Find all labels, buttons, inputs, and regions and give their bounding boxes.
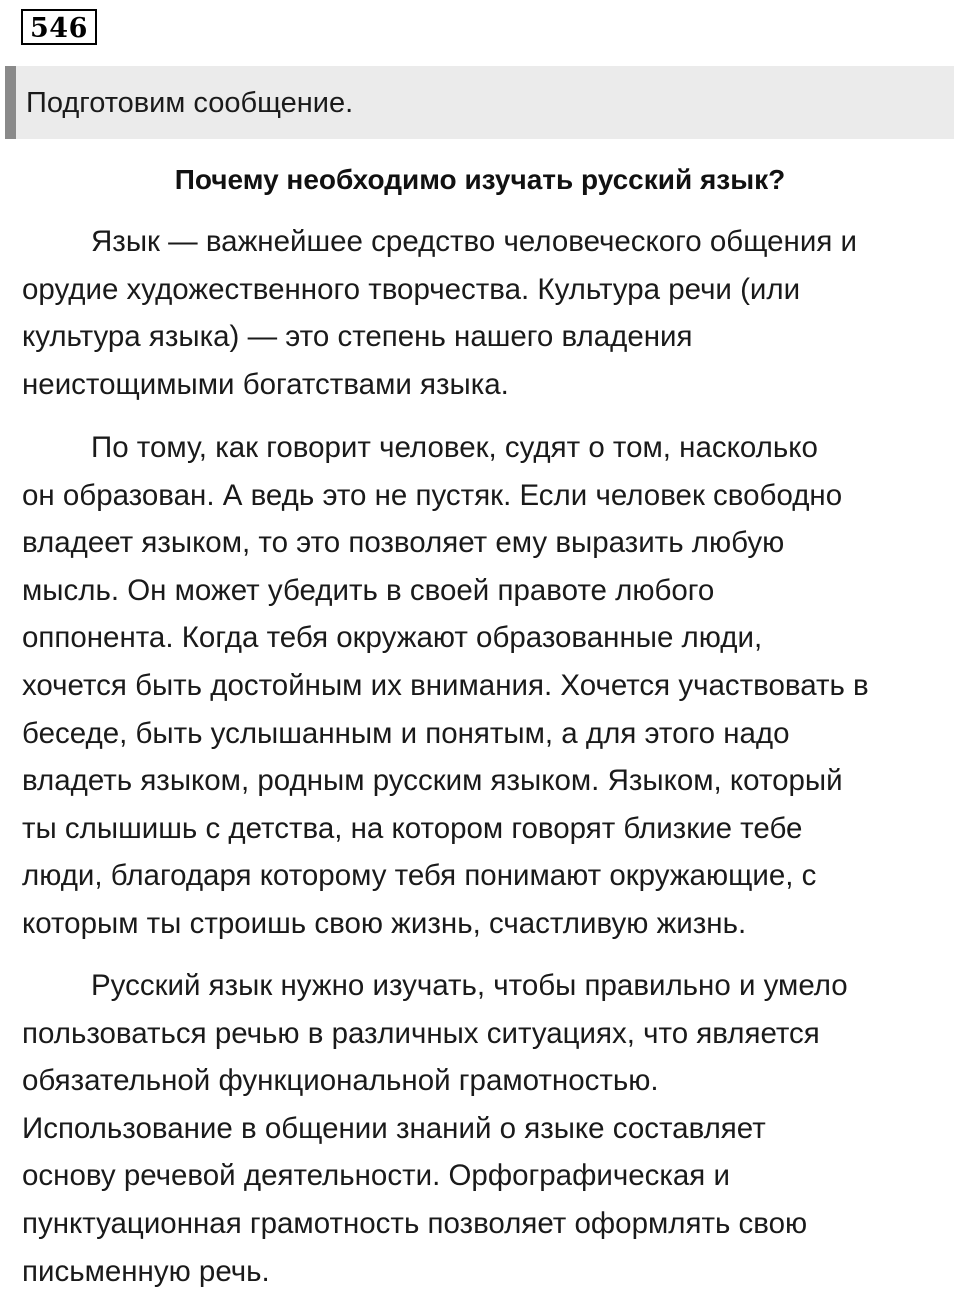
paragraph-line: владеть языком, родным русским языком. Языком, который <box>22 764 843 798</box>
paragraph-3 <box>22 962 952 1295</box>
paragraph-line: пунктуационная грамотность позволяет оформлять свою <box>22 1206 808 1240</box>
paragraph-line: пользоваться речью в различных ситуациях, что является <box>22 1016 820 1050</box>
paragraph-1 <box>22 218 952 408</box>
paragraph-line: Русский язык нужно изучать, чтобы правильно и умело <box>91 969 848 1002</box>
paragraph-line: неистощимыми богатствами языка. <box>22 367 509 401</box>
paragraph-2 <box>22 424 952 948</box>
paragraph-line: Использование в общении знаний о языке составляет <box>22 1111 766 1145</box>
paragraph-line: По тому, как говорит человек, судят о том, насколько <box>91 431 818 464</box>
paragraph-line: беседе, быть услышанным и понятым, а для этого надо <box>22 716 790 750</box>
paragraph-line: оппонента. Когда тебя окружают образованные люди, <box>22 621 763 655</box>
paragraph-line: Язык — важнейшее средство человеческого общения и <box>91 225 857 258</box>
essay-heading: Почему необходимо изучать русский язык? <box>174 164 786 195</box>
paragraph-line: мысль. Он может убедить в своей правоте любого <box>22 573 715 607</box>
paragraph-line: основу речевой деятельности. Орфографическая и <box>22 1159 730 1193</box>
paragraph-line: он образован. А ведь это не пустяк. Если человек свободно <box>22 478 843 512</box>
paragraph-line: которым ты строишь свою жизнь, счастливую жизнь. <box>22 906 747 940</box>
paragraph-line: люди, благодаря которому тебя понимают окружающие, с <box>22 859 817 893</box>
paragraph-line: орудие художественного творчества. Культура речи (или <box>22 272 801 306</box>
paragraph-line: письменную речь. <box>22 1254 270 1288</box>
instruction-banner <box>5 66 954 139</box>
instruction-text: Подготовим сообщение. <box>26 87 354 119</box>
task-number: 546 <box>21 9 97 45</box>
paragraph-line: владеет языком, то это позволяет ему выразить любую <box>22 526 785 560</box>
paragraph-line: культура языка) — это степень нашего владения <box>22 320 693 354</box>
paragraph-line: обязательной функциональной грамотностью. <box>22 1064 659 1098</box>
paragraph-line: ты слышишь с детства, на котором говорят близкие тебе <box>22 811 803 845</box>
paragraph-line: хочется быть достойным их внимания. Хочется участвовать в <box>22 668 869 702</box>
